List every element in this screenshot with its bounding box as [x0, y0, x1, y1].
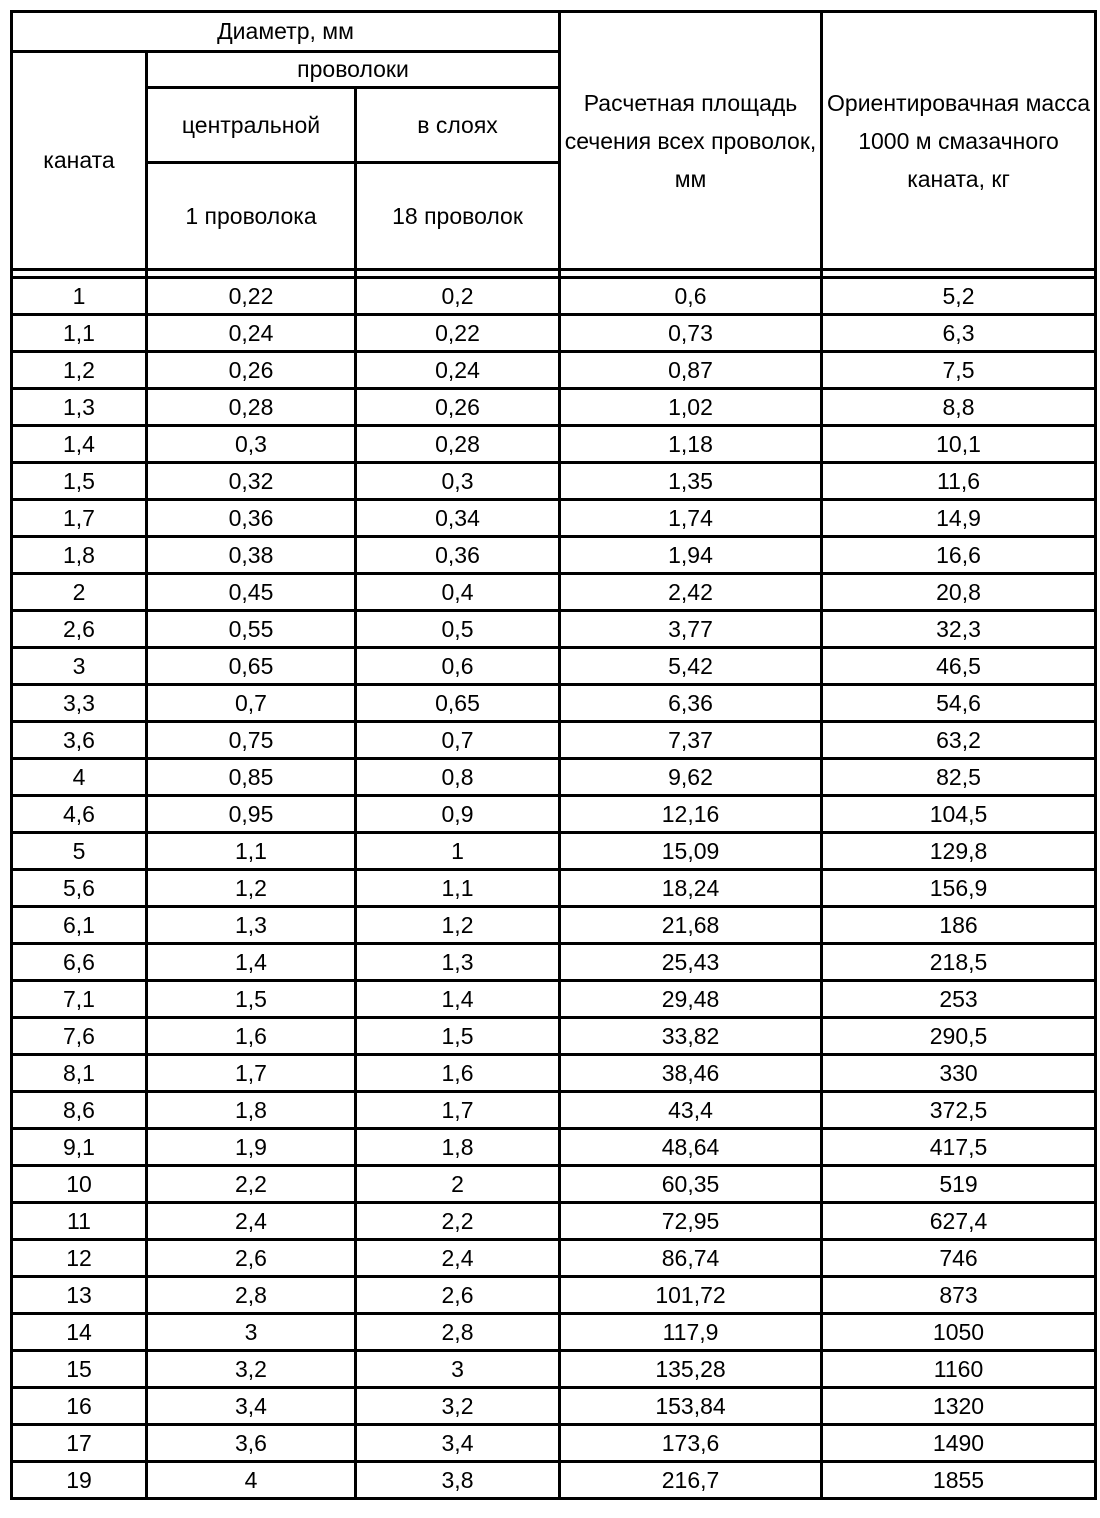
cell-layer-wire-diameter: 1,2 [356, 907, 560, 944]
cell-rope-diameter: 1,7 [12, 500, 147, 537]
cell-section-area: 86,74 [560, 1240, 822, 1277]
cell-layer-wire-diameter: 3,4 [356, 1425, 560, 1462]
cell-mass: 290,5 [822, 1018, 1096, 1055]
header-diameter-group: Диаметр, мм [12, 12, 560, 52]
cell-rope-diameter: 17 [12, 1425, 147, 1462]
cell-section-area: 1,02 [560, 389, 822, 426]
cell-layer-wire-diameter: 2,2 [356, 1203, 560, 1240]
cell-rope-diameter: 1,3 [12, 389, 147, 426]
cell-rope-diameter: 2 [12, 574, 147, 611]
cell-rope-diameter: 1,2 [12, 352, 147, 389]
cell-layer-wire-diameter: 0,28 [356, 426, 560, 463]
cell-central-wire-diameter: 0,45 [147, 574, 356, 611]
cell-central-wire-diameter: 0,28 [147, 389, 356, 426]
cell-rope-diameter: 16 [12, 1388, 147, 1425]
cell-central-wire-diameter: 3 [147, 1314, 356, 1351]
cell-section-area: 101,72 [560, 1277, 822, 1314]
cell-rope-diameter: 15 [12, 1351, 147, 1388]
table-row [12, 1314, 1096, 1351]
cell-rope-diameter: 4 [12, 759, 147, 796]
cell-mass: 63,2 [822, 722, 1096, 759]
cell-central-wire-diameter: 2,6 [147, 1240, 356, 1277]
cell-central-wire-diameter: 2,8 [147, 1277, 356, 1314]
table-row [12, 278, 1096, 315]
cell-layer-wire-diameter: 0,7 [356, 722, 560, 759]
cell-mass: 11,6 [822, 463, 1096, 500]
cell-central-wire-diameter: 0,7 [147, 685, 356, 722]
cell-mass: 627,4 [822, 1203, 1096, 1240]
table-row [12, 1129, 1096, 1166]
table-row [12, 537, 1096, 574]
cell-central-wire-diameter: 0,26 [147, 352, 356, 389]
cell-layer-wire-diameter: 1,1 [356, 870, 560, 907]
table-body [12, 270, 1096, 1499]
header-rope-column: каната [12, 52, 147, 270]
cell-layer-wire-diameter: 0,24 [356, 352, 560, 389]
cell-mass: 156,9 [822, 870, 1096, 907]
cell-rope-diameter: 13 [12, 1277, 147, 1314]
table-row [12, 907, 1096, 944]
cell-central-wire-diameter: 0,3 [147, 426, 356, 463]
cell-mass: 129,8 [822, 833, 1096, 870]
cell-central-wire-diameter: 1,5 [147, 981, 356, 1018]
cell-layer-wire-diameter: 2 [356, 1166, 560, 1203]
cell-central-wire-diameter: 1,6 [147, 1018, 356, 1055]
cell-layer-wire-diameter: 1 [356, 833, 560, 870]
cell-central-wire-diameter: 0,24 [147, 315, 356, 352]
cell-central-wire-diameter: 1,4 [147, 944, 356, 981]
table-row [12, 648, 1096, 685]
cell-mass: 6,3 [822, 315, 1096, 352]
cell-mass: 372,5 [822, 1092, 1096, 1129]
cell-layer-wire-diameter: 0,34 [356, 500, 560, 537]
cell-layer-wire-diameter: 3,2 [356, 1388, 560, 1425]
divider-cell [147, 270, 356, 278]
cell-rope-diameter: 7,1 [12, 981, 147, 1018]
header-body-divider-row [12, 270, 1096, 278]
cell-layer-wire-diameter: 0,9 [356, 796, 560, 833]
cell-layer-wire-diameter: 0,6 [356, 648, 560, 685]
cell-layer-wire-diameter: 3,8 [356, 1462, 560, 1499]
cell-layer-wire-diameter: 1,5 [356, 1018, 560, 1055]
cell-section-area: 1,94 [560, 537, 822, 574]
cell-section-area: 25,43 [560, 944, 822, 981]
cell-mass: 7,5 [822, 352, 1096, 389]
cell-section-area: 3,77 [560, 611, 822, 648]
cell-layer-wire-diameter: 0,22 [356, 315, 560, 352]
header-row-diameter [12, 12, 1096, 52]
cell-section-area: 72,95 [560, 1203, 822, 1240]
table-row [12, 944, 1096, 981]
cell-layer-wire-diameter: 0,3 [356, 463, 560, 500]
cell-mass: 10,1 [822, 426, 1096, 463]
cell-rope-diameter: 3,6 [12, 722, 147, 759]
table-row [12, 759, 1096, 796]
cell-mass: 8,8 [822, 389, 1096, 426]
cell-central-wire-diameter: 1,9 [147, 1129, 356, 1166]
cell-central-wire-diameter: 1,8 [147, 1092, 356, 1129]
cell-layer-wire-diameter: 2,4 [356, 1240, 560, 1277]
cell-layer-wire-diameter: 0,2 [356, 278, 560, 315]
cell-layer-wire-diameter: 0,26 [356, 389, 560, 426]
cell-section-area: 12,16 [560, 796, 822, 833]
table-row [12, 1240, 1096, 1277]
cell-mass: 32,3 [822, 611, 1096, 648]
cell-section-area: 0,73 [560, 315, 822, 352]
cell-rope-diameter: 3 [12, 648, 147, 685]
cell-layer-wire-diameter: 0,36 [356, 537, 560, 574]
cell-section-area: 1,18 [560, 426, 822, 463]
table-row [12, 426, 1096, 463]
cell-section-area: 1,74 [560, 500, 822, 537]
header-layer-wires-column: в слоях [356, 88, 560, 163]
divider-cell [12, 270, 147, 278]
cell-section-area: 9,62 [560, 759, 822, 796]
table-row [12, 1055, 1096, 1092]
cell-mass: 46,5 [822, 648, 1096, 685]
cell-section-area: 29,48 [560, 981, 822, 1018]
cell-section-area: 117,9 [560, 1314, 822, 1351]
cell-layer-wire-diameter: 1,4 [356, 981, 560, 1018]
cell-section-area: 2,42 [560, 574, 822, 611]
cell-central-wire-diameter: 0,22 [147, 278, 356, 315]
cell-section-area: 43,4 [560, 1092, 822, 1129]
cell-rope-diameter: 9,1 [12, 1129, 147, 1166]
cell-rope-diameter: 8,6 [12, 1092, 147, 1129]
cell-rope-diameter: 2,6 [12, 611, 147, 648]
cell-rope-diameter: 6,6 [12, 944, 147, 981]
table-row [12, 1092, 1096, 1129]
cell-central-wire-diameter: 3,6 [147, 1425, 356, 1462]
cell-layer-wire-diameter: 0,65 [356, 685, 560, 722]
cell-mass: 1050 [822, 1314, 1096, 1351]
table-row [12, 981, 1096, 1018]
table-header [12, 12, 1096, 270]
table-row [12, 352, 1096, 389]
cell-mass: 1320 [822, 1388, 1096, 1425]
cell-rope-diameter: 1,8 [12, 537, 147, 574]
header-wires-group: проволоки [147, 52, 560, 88]
table-row [12, 611, 1096, 648]
cell-mass: 873 [822, 1277, 1096, 1314]
cell-rope-diameter: 19 [12, 1462, 147, 1499]
cell-section-area: 135,28 [560, 1351, 822, 1388]
wire-rope-spec-table [10, 10, 1097, 1500]
cell-rope-diameter: 1,5 [12, 463, 147, 500]
cell-rope-diameter: 11 [12, 1203, 147, 1240]
cell-mass: 104,5 [822, 796, 1096, 833]
cell-section-area: 60,35 [560, 1166, 822, 1203]
cell-mass: 14,9 [822, 500, 1096, 537]
divider-cell [356, 270, 560, 278]
cell-section-area: 33,82 [560, 1018, 822, 1055]
cell-section-area: 48,64 [560, 1129, 822, 1166]
cell-rope-diameter: 1,4 [12, 426, 147, 463]
header-mass-column: Ориентировачная масса 1000 м смазачного каната, кг [822, 12, 1096, 270]
cell-section-area: 6,36 [560, 685, 822, 722]
cell-central-wire-diameter: 0,75 [147, 722, 356, 759]
table-row [12, 1166, 1096, 1203]
cell-layer-wire-diameter: 2,8 [356, 1314, 560, 1351]
cell-section-area: 18,24 [560, 870, 822, 907]
cell-rope-diameter: 5,6 [12, 870, 147, 907]
table-row [12, 1277, 1096, 1314]
cell-central-wire-diameter: 1,2 [147, 870, 356, 907]
cell-central-wire-diameter: 0,65 [147, 648, 356, 685]
cell-rope-diameter: 8,1 [12, 1055, 147, 1092]
cell-mass: 82,5 [822, 759, 1096, 796]
cell-layer-wire-diameter: 1,3 [356, 944, 560, 981]
cell-rope-diameter: 12 [12, 1240, 147, 1277]
header-eighteen-wires-label: 18 проволок [356, 163, 560, 270]
divider-cell [560, 270, 822, 278]
cell-mass: 186 [822, 907, 1096, 944]
table-row [12, 574, 1096, 611]
header-section-area-column: Расчетная площадь сечения всех проволок, мм [560, 12, 822, 270]
cell-mass: 54,6 [822, 685, 1096, 722]
cell-central-wire-diameter: 0,55 [147, 611, 356, 648]
cell-central-wire-diameter: 0,95 [147, 796, 356, 833]
cell-section-area: 0,87 [560, 352, 822, 389]
cell-central-wire-diameter: 1,7 [147, 1055, 356, 1092]
cell-layer-wire-diameter: 1,7 [356, 1092, 560, 1129]
cell-mass: 519 [822, 1166, 1096, 1203]
table-row [12, 1203, 1096, 1240]
cell-central-wire-diameter: 4 [147, 1462, 356, 1499]
table-row [12, 1425, 1096, 1462]
cell-mass: 16,6 [822, 537, 1096, 574]
cell-mass: 253 [822, 981, 1096, 1018]
cell-layer-wire-diameter: 0,5 [356, 611, 560, 648]
cell-section-area: 38,46 [560, 1055, 822, 1092]
cell-central-wire-diameter: 0,85 [147, 759, 356, 796]
cell-layer-wire-diameter: 1,8 [356, 1129, 560, 1166]
cell-mass: 5,2 [822, 278, 1096, 315]
cell-rope-diameter: 1,1 [12, 315, 147, 352]
cell-central-wire-diameter: 1,3 [147, 907, 356, 944]
header-one-wire-label: 1 проволока [147, 163, 356, 270]
table-row [12, 1018, 1096, 1055]
cell-rope-diameter: 5 [12, 833, 147, 870]
cell-central-wire-diameter: 0,32 [147, 463, 356, 500]
cell-rope-diameter: 3,3 [12, 685, 147, 722]
cell-section-area: 1,35 [560, 463, 822, 500]
table-row [12, 315, 1096, 352]
header-central-wire-column: центральной [147, 88, 356, 163]
table-row [12, 389, 1096, 426]
divider-cell [822, 270, 1096, 278]
cell-section-area: 0,6 [560, 278, 822, 315]
table-row [12, 796, 1096, 833]
cell-central-wire-diameter: 3,2 [147, 1351, 356, 1388]
cell-layer-wire-diameter: 0,4 [356, 574, 560, 611]
cell-mass: 330 [822, 1055, 1096, 1092]
cell-central-wire-diameter: 2,4 [147, 1203, 356, 1240]
cell-layer-wire-diameter: 3 [356, 1351, 560, 1388]
cell-mass: 1490 [822, 1425, 1096, 1462]
cell-rope-diameter: 14 [12, 1314, 147, 1351]
cell-mass: 218,5 [822, 944, 1096, 981]
cell-layer-wire-diameter: 0,8 [356, 759, 560, 796]
cell-section-area: 153,84 [560, 1388, 822, 1425]
table-row [12, 685, 1096, 722]
cell-layer-wire-diameter: 2,6 [356, 1277, 560, 1314]
cell-central-wire-diameter: 0,38 [147, 537, 356, 574]
table-row [12, 1388, 1096, 1425]
cell-central-wire-diameter: 0,36 [147, 500, 356, 537]
table-row [12, 833, 1096, 870]
cell-rope-diameter: 10 [12, 1166, 147, 1203]
cell-section-area: 15,09 [560, 833, 822, 870]
cell-section-area: 173,6 [560, 1425, 822, 1462]
table-row [12, 870, 1096, 907]
cell-layer-wire-diameter: 1,6 [356, 1055, 560, 1092]
table-row [12, 463, 1096, 500]
cell-rope-diameter: 1 [12, 278, 147, 315]
table-row [12, 500, 1096, 537]
cell-section-area: 216,7 [560, 1462, 822, 1499]
cell-rope-diameter: 7,6 [12, 1018, 147, 1055]
cell-section-area: 21,68 [560, 907, 822, 944]
cell-central-wire-diameter: 3,4 [147, 1388, 356, 1425]
table-row [12, 722, 1096, 759]
cell-section-area: 5,42 [560, 648, 822, 685]
table-row [12, 1462, 1096, 1499]
cell-mass: 1160 [822, 1351, 1096, 1388]
cell-rope-diameter: 6,1 [12, 907, 147, 944]
cell-mass: 417,5 [822, 1129, 1096, 1166]
cell-mass: 746 [822, 1240, 1096, 1277]
cell-section-area: 7,37 [560, 722, 822, 759]
table-row [12, 1351, 1096, 1388]
cell-mass: 20,8 [822, 574, 1096, 611]
cell-rope-diameter: 4,6 [12, 796, 147, 833]
cell-mass: 1855 [822, 1462, 1096, 1499]
cell-central-wire-diameter: 2,2 [147, 1166, 356, 1203]
cell-central-wire-diameter: 1,1 [147, 833, 356, 870]
